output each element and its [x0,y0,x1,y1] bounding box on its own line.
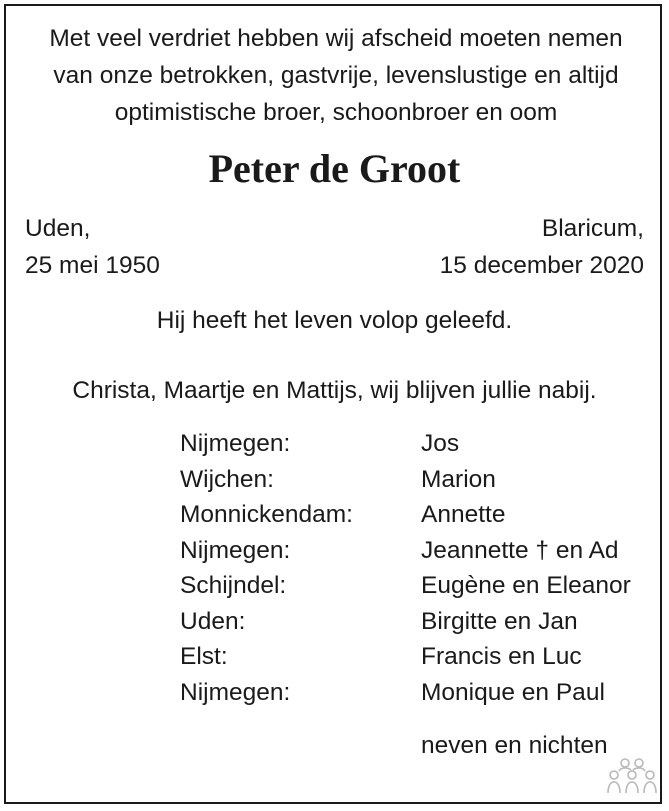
deceased-name: Peter de Groot [208,146,461,191]
intro-line: Met veel verdriet hebben wij afscheid moeten nemen [49,25,623,52]
birth-place: Uden, [25,215,91,242]
family-row [180,497,631,533]
family-names: Eugène en Eleanor [421,572,631,599]
intro-line: optimistische broer, schoonbroer en oom [114,99,558,126]
family-place: Nijmegen: [180,430,291,457]
family-place: Uden: [180,607,246,635]
family-place: Nijmegen: [180,678,291,706]
family-names: Monique en Paul [421,678,605,706]
family-row [180,604,631,640]
family-row [180,675,631,711]
family-row [180,639,631,675]
family-row [180,533,631,569]
family-row [180,462,631,498]
intro-text [26,20,646,131]
family-place: Nijmegen: [180,536,291,564]
family-place: Wijchen: [180,465,274,493]
death-info [440,210,644,284]
death-date: 15 december 2020 [439,252,644,279]
family-names: Annette [421,501,506,528]
death-place: Blaricum, [541,215,644,242]
birth-info [25,210,160,284]
family-place: Elst: [180,643,228,670]
family-place: Schijndel: [180,572,287,599]
family-names: Jeannette † en Ad [421,536,619,564]
people-group-icon [606,757,658,797]
family-row [180,426,631,462]
family-list [180,426,631,710]
address-line: Christa, Maartje en Mattijs, wij blijven jullie nabij. [72,377,597,404]
family-names: Marion [421,465,496,493]
intro-line: van onze betrokken, gastvrije, levenslustige en altijd [53,62,619,89]
family-place: Monnickendam: [180,501,353,528]
family-row [180,568,631,604]
quote-line: Hij heeft het leven volop geleefd. [156,307,513,334]
family-names: Birgitte en Jan [421,607,578,635]
closing-line: neven en nichten [421,732,608,759]
family-names: Jos [421,430,460,457]
family-names: Francis en Luc [421,643,582,670]
birth-date: 25 mei 1950 [25,252,160,279]
